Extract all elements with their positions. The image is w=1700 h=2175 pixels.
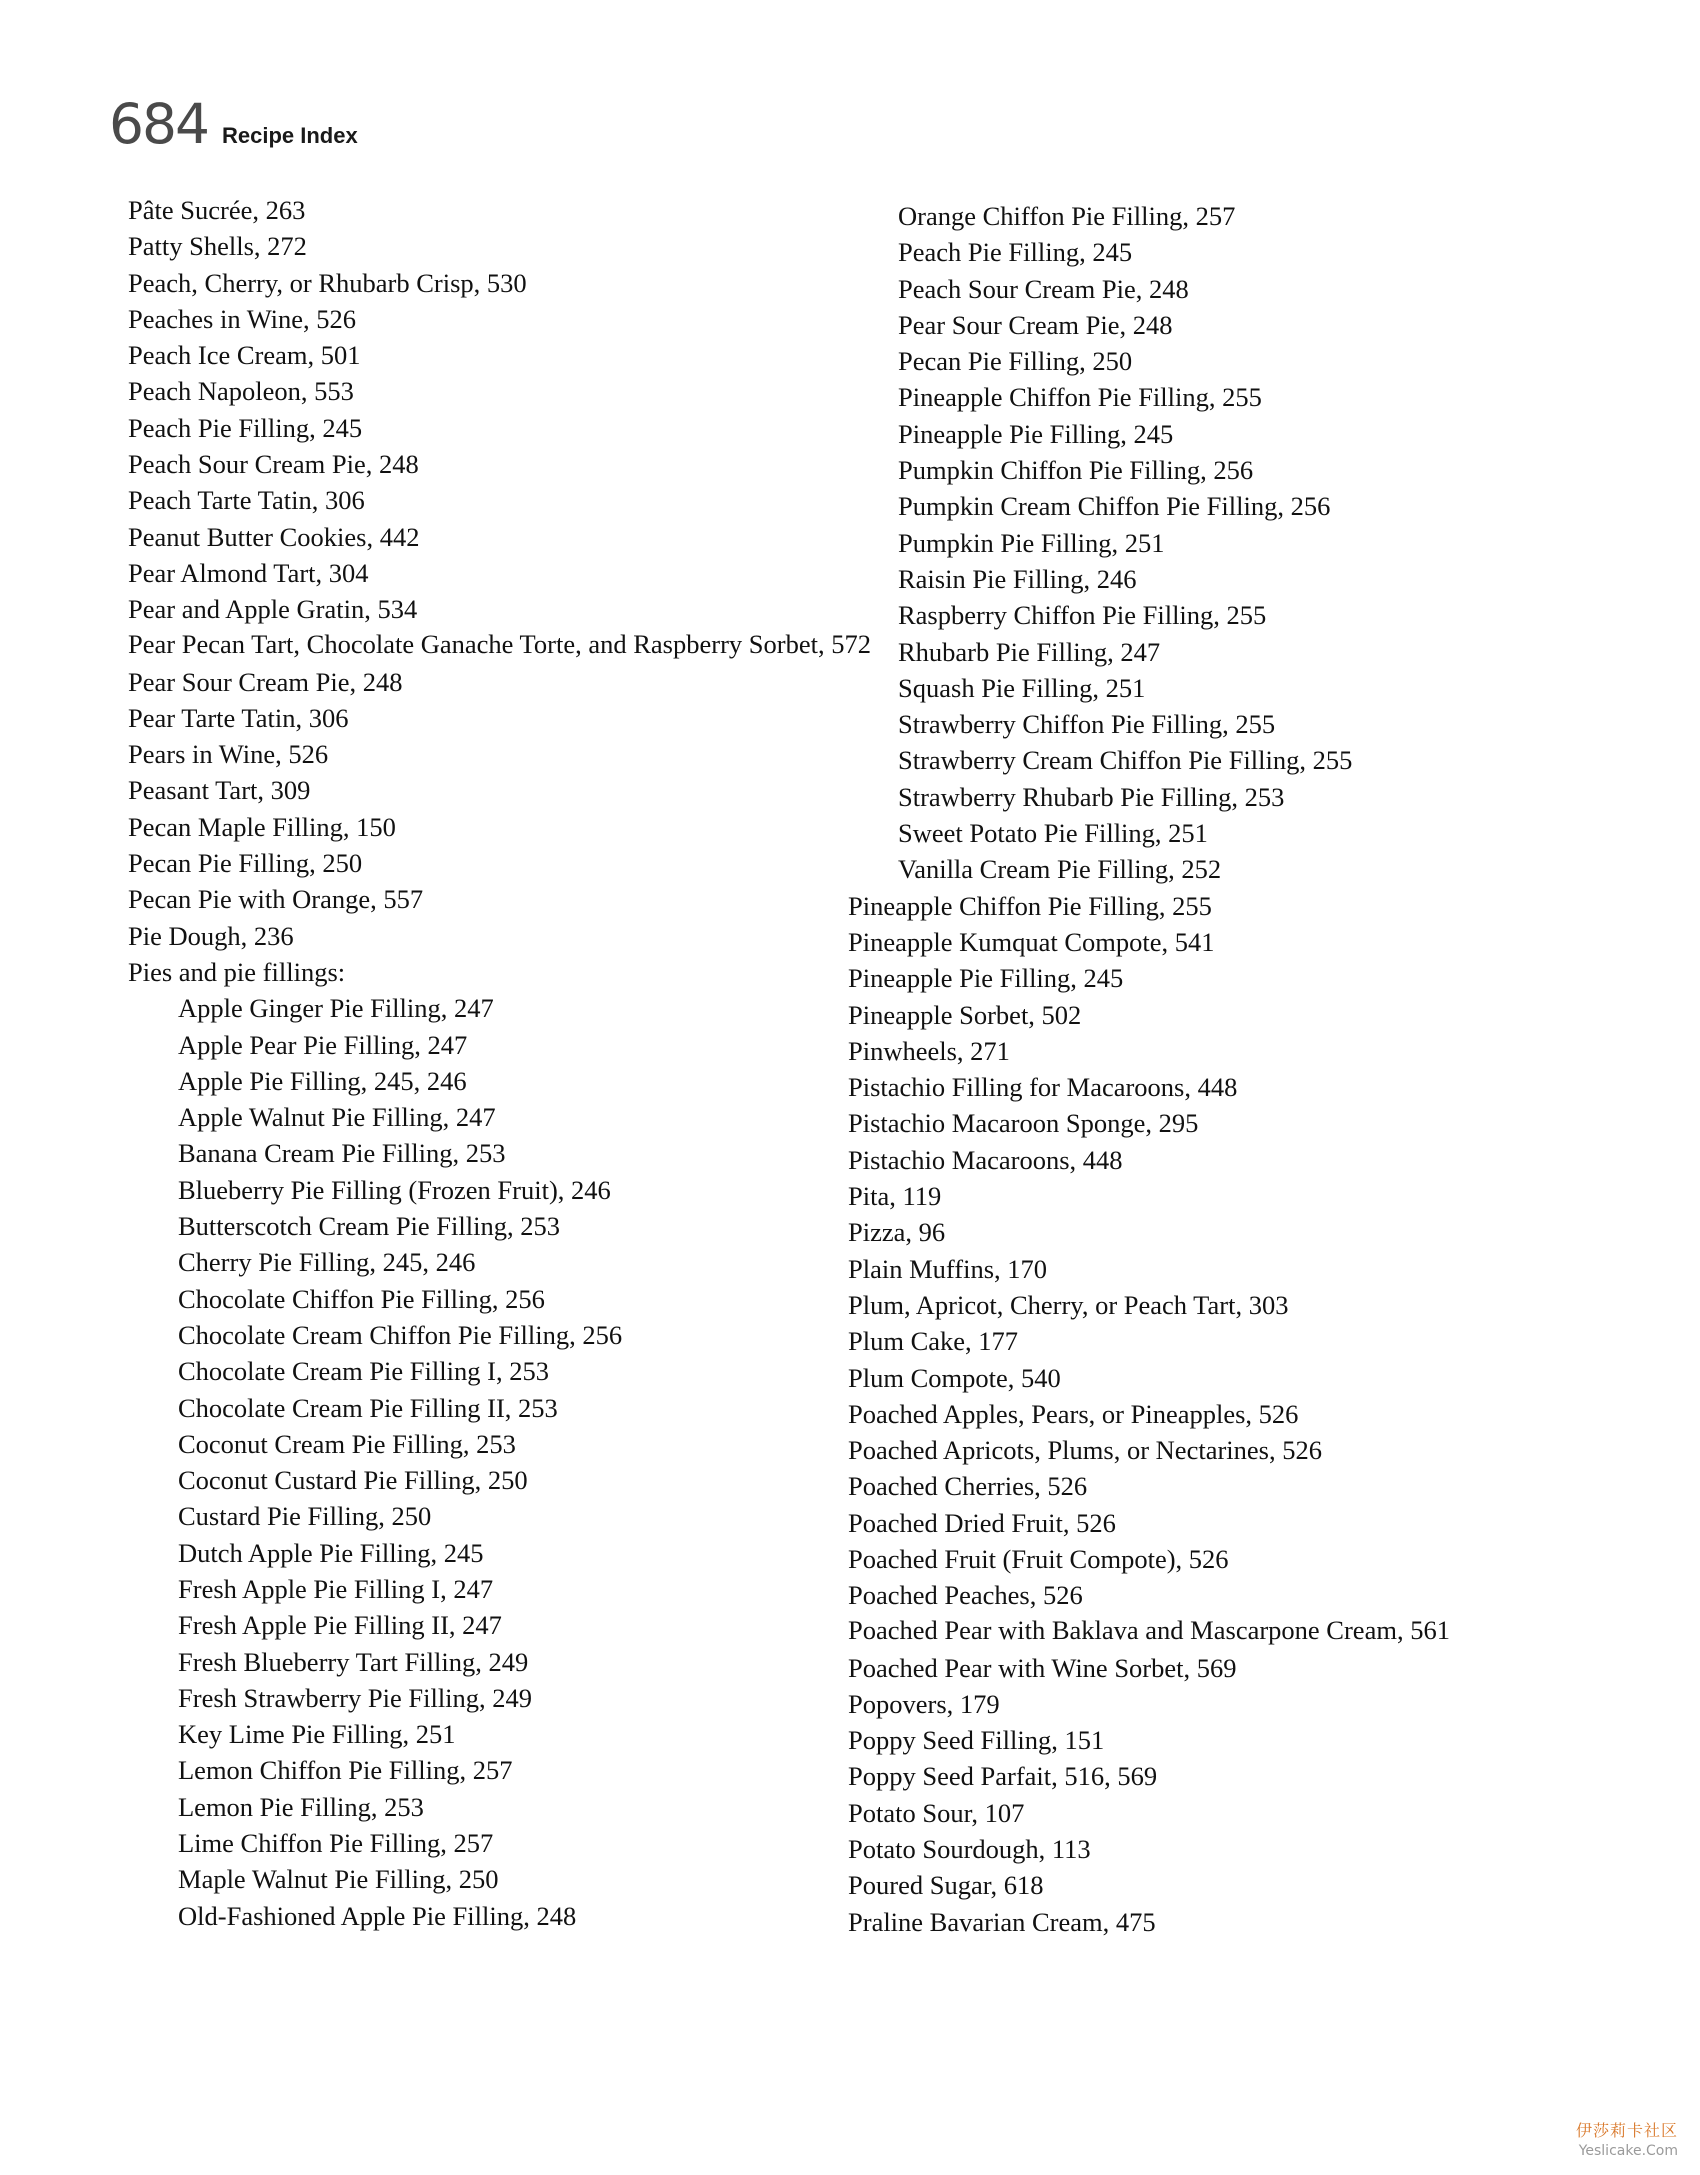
index-subentry: Raisin Pie Filling, 246 [898, 563, 1137, 594]
index-subentry: Peach Sour Cream Pie, 248 [898, 273, 1189, 304]
index-entry: Pie Dough, 236 [128, 920, 294, 951]
index-subentry: Custard Pie Filling, 250 [178, 1501, 432, 1532]
page-title: Recipe Index [221, 123, 358, 148]
index-subentry: Fresh Strawberry Pie Filling, 249 [178, 1682, 533, 1713]
index-entry: Plum Cake, 177 [848, 1326, 1019, 1357]
index-entry: Peanut Butter Cookies, 442 [128, 521, 420, 552]
index-entry: Pears in Wine, 526 [128, 739, 329, 770]
index-entry: Peach Napoleon, 553 [128, 376, 354, 407]
index-entry: Peach Tarte Tatin, 306 [128, 485, 365, 516]
index-entry: Peach Pie Filling, 245 [128, 412, 363, 443]
index-entry: Plum Compote, 540 [848, 1362, 1061, 1393]
index-subentry: Raspberry Chiffon Pie Filling, 255 [898, 600, 1267, 631]
index-entry: Poached Apricots, Plums, or Nectarines, 526 [848, 1435, 1322, 1466]
index-subentry: Peach Pie Filling, 245 [898, 237, 1133, 268]
index-subentry: Strawberry Rhubarb Pie Filling, 253 [898, 781, 1285, 812]
index-entry: Poached Cherries, 526 [848, 1471, 1088, 1502]
index-subentry: Chocolate Chiffon Pie Filling, 256 [178, 1283, 545, 1314]
index-subentry: Sweet Potato Pie Filling, 251 [898, 818, 1208, 849]
index-subentry: Fresh Apple Pie Filling II, 247 [178, 1610, 502, 1641]
index-entry: Plain Muffins, 170 [848, 1253, 1048, 1284]
page-number: 684 [109, 92, 208, 156]
index-subentry: Vanilla Cream Pie Filling, 252 [898, 854, 1222, 885]
index-subentry: Pineapple Chiffon Pie Filling, 255 [898, 382, 1262, 413]
index-subentry: Apple Pie Filling, 245, 246 [178, 1065, 467, 1096]
index-entry: Pistachio Filling for Macaroons, 448 [848, 1072, 1238, 1103]
watermark [1576, 2118, 1678, 2159]
index-entry: Peach Sour Cream Pie, 248 [128, 449, 419, 480]
index-subentry: Lime Chiffon Pie Filling, 257 [178, 1828, 494, 1859]
watermark-url: Yeslicake.Com [1578, 2143, 1678, 2159]
index-subentry: Fresh Blueberry Tart Filling, 249 [178, 1646, 529, 1677]
index-subentry: Chocolate Cream Chiffon Pie Filling, 256 [178, 1319, 623, 1350]
index-entry: Poached Pear with Wine Sorbet, 569 [848, 1652, 1237, 1683]
index-subentry: Old-Fashioned Apple Pie Filling, 248 [178, 1900, 577, 1931]
index-subentry: Strawberry Chiffon Pie Filling, 255 [898, 709, 1276, 740]
index-entry: Poppy Seed Filling, 151 [848, 1725, 1105, 1756]
index-subentry: Squash Pie Filling, 251 [898, 672, 1146, 703]
index-entry: Pineapple Pie Filling, 245 [848, 963, 1124, 994]
index-subentry: Lemon Chiffon Pie Filling, 257 [178, 1755, 513, 1786]
index-subentry: Chocolate Cream Pie Filling I, 253 [178, 1356, 549, 1387]
page-header [109, 92, 358, 156]
index-subentry: Banana Cream Pie Filling, 253 [178, 1138, 506, 1169]
index-entry: Peach Ice Cream, 501 [128, 340, 361, 371]
index-entry: Pecan Pie Filling, 250 [128, 848, 363, 879]
index-entry: Pies and pie fillings: [128, 956, 346, 987]
index-entry: Pâte Sucrée, 263 [128, 195, 306, 225]
index-subentry: Key Lime Pie Filling, 251 [178, 1719, 456, 1750]
index-entry: Pineapple Sorbet, 502 [848, 999, 1082, 1030]
index-subentry: Pineapple Pie Filling, 245 [898, 418, 1174, 449]
index-entry: Pineapple Kumquat Compote, 541 [848, 926, 1215, 957]
index-entry: Pear Sour Cream Pie, 248 [128, 666, 403, 697]
index-subentry: Apple Walnut Pie Filling, 247 [178, 1102, 496, 1133]
index-entry: Pistachio Macaroons, 448 [848, 1144, 1123, 1175]
index-entry: Plum, Apricot, Cherry, or Peach Tart, 303 [848, 1289, 1289, 1320]
index-subentry: Strawberry Cream Chiffon Pie Filling, 255 [898, 745, 1353, 776]
index-subentry: Rhubarb Pie Filling, 247 [898, 636, 1161, 667]
index-entry: Pear Almond Tart, 304 [128, 557, 369, 588]
index-subentry: Blueberry Pie Filling (Frozen Fruit), 246 [178, 1174, 611, 1205]
index-subentry: Pumpkin Chiffon Pie Filling, 256 [898, 455, 1254, 486]
index-subentry: Fresh Apple Pie Filling I, 247 [178, 1573, 494, 1604]
index-entry: Popovers, 179 [848, 1688, 1000, 1719]
index-entry: Poached Pear with Baklava and Mascarpone Cream, 561 [848, 1614, 1450, 1645]
index-entry: Praline Bavarian Cream, 475 [848, 1906, 1156, 1937]
index-entry: Pecan Pie with Orange, 557 [128, 884, 424, 915]
index-subentry: Maple Walnut Pie Filling, 250 [178, 1864, 499, 1895]
index-entry: Pear and Apple Gratin, 534 [128, 594, 418, 625]
index-column-left [128, 192, 938, 1934]
index-subentry: Pecan Pie Filling, 250 [898, 346, 1133, 377]
index-entry: Pizza, 96 [848, 1217, 946, 1248]
index-subentry: Lemon Pie Filling, 253 [178, 1791, 424, 1822]
index-entry: Peasant Tart, 309 [128, 775, 311, 806]
index-entry: Poached Fruit (Fruit Compote), 526 [848, 1543, 1229, 1574]
index-subentry: Coconut Cream Pie Filling, 253 [178, 1428, 516, 1459]
index-entry: Poached Apples, Pears, or Pineapples, 526 [848, 1398, 1299, 1429]
index-entry: Potato Sour, 107 [848, 1797, 1025, 1828]
watermark-chinese-text: 伊莎莉卡社区 [1575, 2121, 1678, 2140]
index-column-right [848, 198, 1498, 1940]
index-subentry: Pumpkin Pie Filling, 251 [898, 527, 1165, 558]
index-entry: Pear Tarte Tatin, 306 [128, 702, 349, 733]
index-entry: Potato Sourdough, 113 [848, 1834, 1091, 1865]
index-entry: Poached Dried Fruit, 526 [848, 1507, 1116, 1538]
index-entry: Poured Sugar, 618 [848, 1870, 1044, 1901]
index-subentry: Pear Sour Cream Pie, 248 [898, 309, 1173, 340]
index-entry: Peaches in Wine, 526 [128, 303, 357, 334]
index-entry: Poppy Seed Parfait, 516, 569 [848, 1761, 1158, 1792]
index-entry: Pecan Maple Filling, 150 [128, 811, 396, 842]
index-subentry: Orange Chiffon Pie Filling, 257 [898, 201, 1236, 231]
index-subentry: Cherry Pie Filling, 245, 246 [178, 1247, 476, 1278]
index-subentry: Coconut Custard Pie Filling, 250 [178, 1465, 528, 1496]
index-entry: Pita, 119 [848, 1181, 942, 1212]
index-entry: Poached Peaches, 526 [848, 1580, 1083, 1611]
index-subentry: Chocolate Cream Pie Filling II, 253 [178, 1392, 558, 1423]
index-entry: Pistachio Macaroon Sponge, 295 [848, 1108, 1199, 1139]
index-subentry: Apple Ginger Pie Filling, 247 [178, 993, 494, 1024]
index-entry: Pinwheels, 271 [848, 1035, 1010, 1066]
index-entry: Patty Shells, 272 [128, 231, 307, 262]
index-subentry: Dutch Apple Pie Filling, 245 [178, 1537, 484, 1568]
index-entry: Pear Pecan Tart, Chocolate Ganache Torte, and Raspberry Sorbet, 572 [128, 628, 871, 659]
index-subentry: Pumpkin Cream Chiffon Pie Filling, 256 [898, 491, 1331, 522]
index-subentry: Butterscotch Cream Pie Filling, 253 [178, 1211, 560, 1242]
index-entry: Pineapple Chiffon Pie Filling, 255 [848, 890, 1212, 921]
index-subentry: Apple Pear Pie Filling, 247 [178, 1029, 468, 1060]
index-entry: Peach, Cherry, or Rhubarb Crisp, 530 [128, 267, 527, 298]
